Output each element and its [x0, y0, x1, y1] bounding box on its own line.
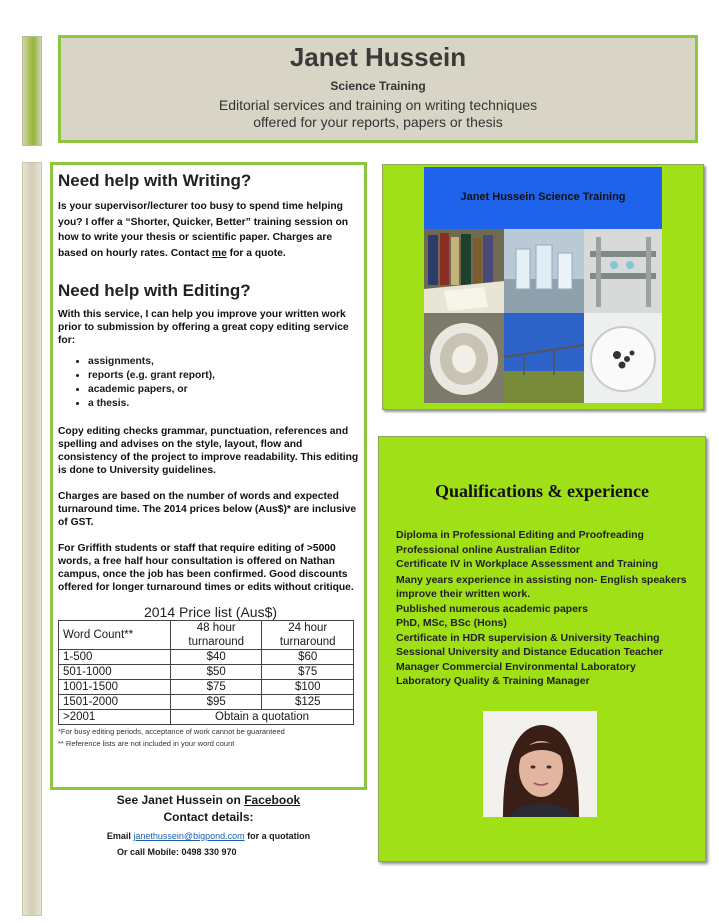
list-item: Professional online Australian Editor — [396, 543, 580, 556]
cell-price-24: $75 — [262, 665, 354, 680]
collage-title: Janet Hussein Science Training — [424, 167, 662, 229]
contact-section — [50, 793, 367, 857]
cell-quotation: Obtain a quotation — [171, 710, 354, 725]
cell-price-48: $95 — [171, 695, 262, 710]
list-item: Diploma in Professional Editing and Proofreading — [396, 529, 644, 541]
table-row — [59, 680, 354, 695]
list-item: PhD, MSc, BSc (Hons) — [396, 617, 507, 629]
facebook-line: See Janet Hussein on Facebook — [116, 793, 301, 807]
services-panel — [50, 162, 367, 790]
header-banner — [58, 35, 698, 143]
contact-heading: Contact details: — [163, 810, 254, 824]
list-item: • assignments, — [88, 355, 363, 369]
qualifications-list — [396, 528, 695, 689]
header-48-hour: 48 hour turnaround — [171, 621, 262, 650]
table-row — [59, 710, 354, 725]
samples-photo — [424, 313, 504, 403]
cell-range: 1-500 — [59, 650, 171, 665]
header-description — [61, 97, 695, 131]
email-line: Email janethussein@bigpond.com for a quotation — [106, 831, 311, 841]
header-word-count: Word Count** — [59, 621, 171, 650]
price-list-title: 2014 Price list (Aus$) — [143, 604, 278, 620]
copy-editing-description: Copy editing checks grammar, punctuation, references and spelling and advises on the style, layout, flow and consistency of the project to improve readability. This editing is done to University guidelines. — [58, 426, 359, 476]
list-item: Manager Commercial Environmental Laboratory — [396, 660, 636, 673]
header-description-line-1: Editorial services and training on writing techniques — [218, 97, 538, 113]
equipment-photo — [584, 229, 662, 313]
price-table — [58, 620, 354, 725]
list-item: Certificate in HDR supervision & University Teaching — [396, 631, 660, 644]
charges-description: Charges are based on the number of words and expected turnaround time. The 2014 prices below (Aus$)* are inclusive of GST. — [58, 491, 357, 528]
qualifications-panel — [378, 436, 706, 862]
cell-price-24: $100 — [262, 680, 354, 695]
header-24-hour: 24 hour turnaround — [262, 621, 354, 650]
page-subtitle: Science Training — [330, 79, 426, 93]
list-item: • reports (e.g. grant report), — [88, 369, 363, 383]
list-item: Laboratory Quality & Training Manager — [396, 675, 590, 687]
cell-range: >2001 — [59, 710, 171, 725]
side-bar-top — [22, 36, 42, 146]
list-item: Certificate IV in Workplace Assessment and Training — [396, 558, 658, 570]
cell-price-24: $125 — [262, 695, 354, 710]
list-item: Many years experience in assisting non- English speakers improve their written work. — [396, 573, 687, 600]
editing-heading: Need help with Editing? — [58, 281, 251, 300]
lab-photo — [504, 229, 584, 313]
cell-range: 1001-1500 — [59, 680, 171, 695]
footnote-busy: *For busy editing periods, acceptance of work cannot be guaranteed — [58, 727, 285, 736]
table-row — [59, 650, 354, 665]
footnote-reference: ** Reference lists are not included in your word count — [58, 739, 235, 748]
collage-photos — [424, 229, 662, 403]
cell-range: 1501-2000 — [59, 695, 171, 710]
list-item: • academic papers, or — [88, 383, 363, 397]
petri-dish-photo — [584, 313, 662, 403]
list-item: • a thesis. — [88, 397, 363, 411]
side-bar-main — [22, 162, 42, 916]
writing-text: Is your supervisor/lecturer too busy to spend time helping you? I offer a “Shorter, Quicker, Better” training session on how to write your thesis or scientific paper. Charges are based on hourly rates. Contact me for a quote. — [58, 201, 349, 259]
phone-line: Or call Mobile: 0498 330 970 — [117, 847, 237, 857]
contact-me-link[interactable]: me — [211, 247, 227, 259]
field-photo — [504, 313, 584, 403]
books-photo — [424, 229, 504, 313]
editing-item-list — [58, 355, 363, 411]
photo-collage — [424, 167, 662, 403]
list-item: Published numerous academic papers — [396, 602, 588, 615]
griffith-offer: For Griffith students or staff that require editing of >5000 words, a free half hour consultation is offered on Nathan campus, once the job has been confirmed. Good discounts offered for longer turnaround times or edits without critique. — [58, 543, 354, 593]
qualifications-title: Qualifications & experience — [435, 481, 649, 501]
header-description-line-2: offered for your reports, papers or thesis — [253, 114, 503, 130]
writing-heading: Need help with Writing? — [58, 171, 252, 190]
table-row — [59, 665, 354, 680]
list-item: Sessional University and Distance Education Teacher — [396, 646, 664, 658]
email-link[interactable]: janethussein@bigpond.com — [133, 831, 245, 841]
table-row — [59, 695, 354, 710]
cell-price-48: $50 — [171, 665, 262, 680]
cell-price-48: $40 — [171, 650, 262, 665]
facebook-link[interactable]: Facebook — [244, 793, 301, 807]
editing-intro: With this service, I can help you improve your written work prior to submission by offering a great copy editing service for: — [58, 309, 349, 346]
page-title: Janet Hussein — [289, 42, 467, 72]
cell-range: 501-1000 — [59, 665, 171, 680]
table-header-row — [59, 621, 354, 650]
cell-price-48: $75 — [171, 680, 262, 695]
cell-price-24: $60 — [262, 650, 354, 665]
portrait-photo — [483, 711, 597, 817]
